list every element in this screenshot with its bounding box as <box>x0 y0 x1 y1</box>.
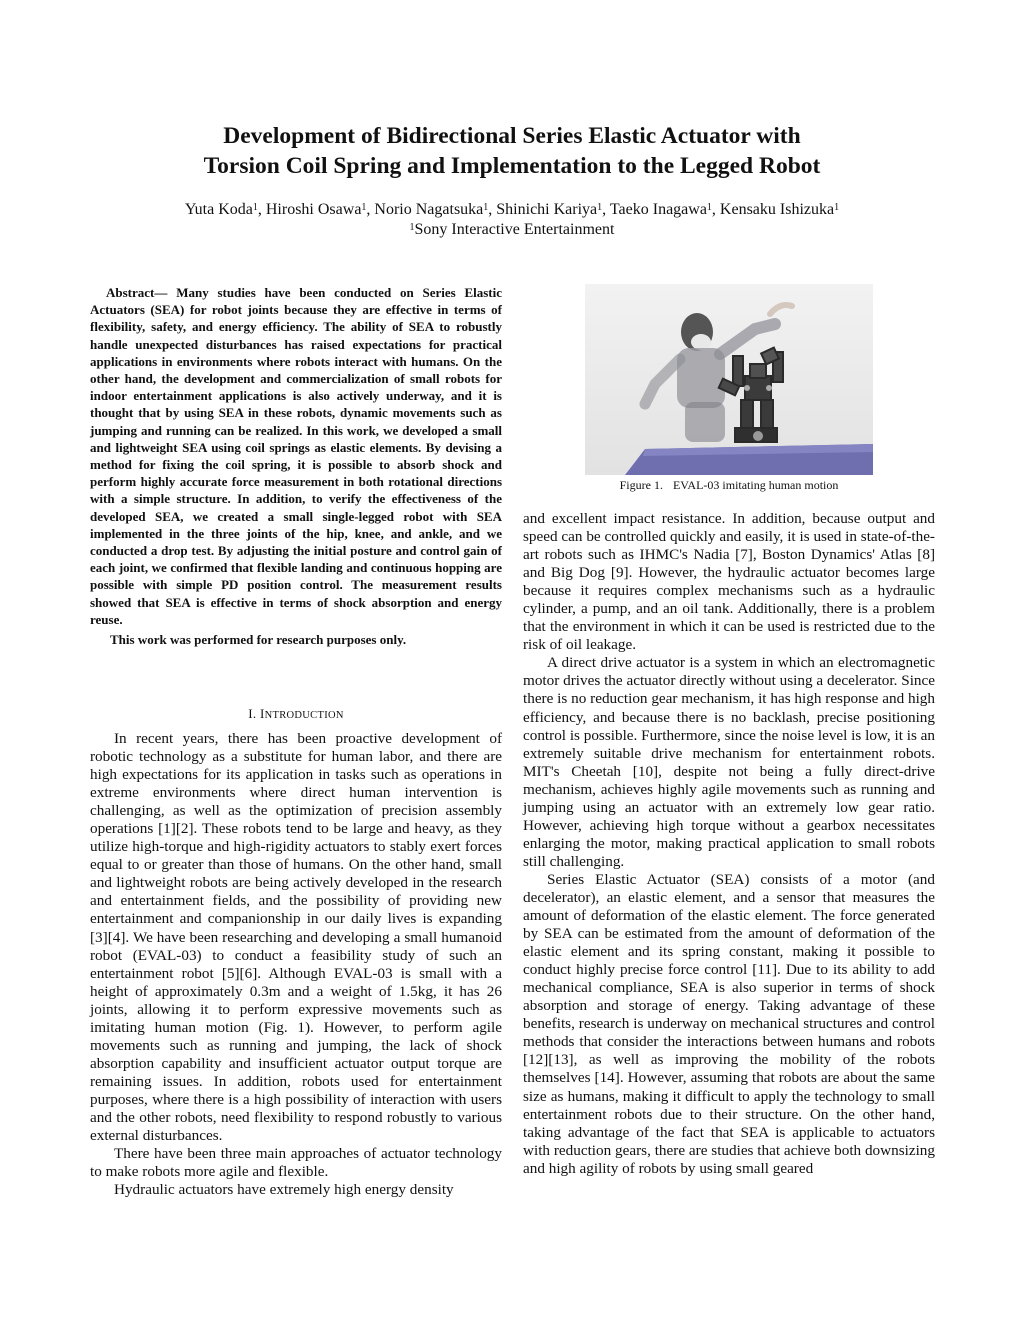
abstract-text: Many studies have been conducted on Series Elastic Actuators (SEA) for robot joints because they are effective in terms of flexibility, safety, and energy efficiency. The ability of SEA to robustly handle unexpected disturbances has raised expectations for practical applications in environments where robots interact with humans. On the other hand, the development and commercialization of small robots for indoor entertainment applications is also actively underway, and it is thought that by using SEA in these robots, dynamic movements such as jumping and running can be realized. In this work, we developed a small and lightweight SEA using coil springs as elastic elements. By devising a method for fixing the coil spring, it is possible to absorb shock and perform highly accurate force measurement in both rotational directions with a simple structure. In addition, to verify the effectiveness of the developed SEA, we created a small single-legged robot with SEA implemented in the three joints of the hip, knee, and ankle, and we conducted a drop test. By adjusting the initial posture and control gain of each joint, we confirmed that flexible landing and continuous hopping are possible with simple PD position control. The measurement results showed that SEA is effective in terms of shock absorption and energy reuse. <box>90 285 503 627</box>
paper-title <box>0 121 1024 181</box>
author-list: Yuta Koda$^1$, Hiroshi Osawa$^1$, Norio Nagatsuka$^1$, Shinichi Kariya$^1$, Taeko Inagawa$^1$, Kensaku Ishizuka$^1$ <box>184 201 840 218</box>
introduction-body <box>90 730 502 1199</box>
author-affiliation-mark: 1 <box>706 202 712 213</box>
author-name: Taeko Inagawa <box>609 201 707 218</box>
paragraph: There have been three main approaches of actuator technology to make robots more agile and flexible. <box>90 1145 502 1181</box>
author-name: Hiroshi Osawa <box>265 201 362 218</box>
author-affiliation-mark: 1 <box>597 202 603 213</box>
author-affiliation-mark: 1 <box>483 202 489 213</box>
robot-photo-illustration <box>585 284 873 475</box>
author-name: Yuta Koda <box>184 201 253 218</box>
paragraph: In recent years, there has been proactive development of robotic technology as a substitute for human labor, and there are high expectations for its application in tasks such as operations in extreme environments where direct human intervention is challenging, as well as the optimization of precision assembly operations [1][2]. These robots tend to be large and heavy, as they utilize high-torque and high-rigidity actuators to stably exert forces equal to or greater than those of humans. On the other hand, small and lightweight robots are being actively developed in the research and entertainment fields, and the possibility of providing new entertainment and companionship in our daily lives is expanding [3][4]. We have been researching and developing a small humanoid robot (EVAL-03) to conduct a feasibility study of such an entertainment robot [5][6]. Although EVAL-03 is small with a height of approximately 0.3m and a weight of 1.5kg, it has 26 joints, allowing it to perform expressive movements such as imitating human motion (Fig. 1). However, to perform agile movements such as running and jumping, the lack of shock absorption capability and insufficient actuator output torque are remaining issues. In addition, robots used for entertainment purposes, where there is a high possibility of interaction with users and the other robots, need flexibility to respond robustly to various external disturbances. <box>90 730 502 1145</box>
paragraph: Series Elastic Actuator (SEA) consists of a motor (and decelerator), an elastic element, and a sensor that measures the amount of deformation of the elastic element. The force generated by SEA can be estimated from the amount of deformation of the elastic element and its spring constant, making it possible to conduct highly precise force control [11]. Due to its ability to add mechanical compliance, SEA is also superior in terms of shock absorption and storage of energy. Taking advantage of these benefits, research is underway on mechanical structures and control methods that consider the interactions between humans and robots [12][13], as well as improving the mobility of the robots themselves [14]. However, assuming that robots are about the same size as humans, making it difficult to apply the technology to small entertainment robots due to their structure. On the other hand, taking advantage of the fact that SEA is applicable to actuators with reduction gears, there are studies that achieve both downsizing and high agility of robots by using small geared <box>523 870 935 1177</box>
abstract-label: Abstract— <box>106 285 168 300</box>
author-name: Norio Nagatsuka <box>374 201 484 218</box>
figure-1-caption <box>523 477 935 493</box>
research-note: This work was performed for research purposes only. <box>110 632 407 648</box>
title-line-1: Development of Bidirectional Series Elastic Actuator with <box>223 123 801 149</box>
section-heading <box>90 705 502 725</box>
title-line-2: Torsion Coil Spring and Implementation to the Legged Robot <box>203 153 821 179</box>
section-title-rest: NTRODUCTION <box>264 710 344 721</box>
paragraph: Hydraulic actuators have extremely high energy density <box>114 1181 454 1199</box>
figure-label: Figure 1. <box>619 478 663 492</box>
section-title-initial: I <box>259 706 265 721</box>
author-name: Kensaku Ishizuka <box>719 201 835 218</box>
author-name: Shinichi Kariya <box>496 201 598 218</box>
section-number: I. <box>248 706 257 721</box>
author-affiliation-mark: 1 <box>361 202 367 213</box>
right-column-body <box>523 510 935 1178</box>
figure-caption-text: EVAL-03 imitating human motion <box>672 478 839 492</box>
affiliation-mark: 1 <box>409 222 415 233</box>
figure-1-photo <box>585 284 873 475</box>
paragraph: A direct drive actuator is a system in which an electromagnetic motor drives the actuator directly without using a decelerator. Since there is no reduction gear mechanism, it has high response and high efficiency, and because there is no backlash, precise positioning control is possible. Furthermore, since the noise level is low, it is an extremely suitable drive mechanism for entertainment robots. MIT's Cheetah [10], despite not being a fully direct-drive mechanism, achieves highly agile movements such as running and jumping using an actuator with an extremely low gear ratio. However, achieving high torque without a gearbox necessitates enlarging the motor, making practical application to small robots still challenging. <box>523 654 935 870</box>
author-affiliation-mark: 1 <box>252 202 258 213</box>
affiliation <box>0 220 1024 240</box>
author-affiliation-mark: 1 <box>834 202 840 213</box>
abstract <box>90 284 502 648</box>
paragraph-continued: and excellent impact resistance. In addition, because output and speed can be controlled quickly and easily, it is used in state-of-the-art robots such as IHMC's Nadia [7], Boston Dynamics' Atlas [8] and Big Dog [9]. However, the hydraulic actuator becomes large because it requires complex mechanisms such as a hydraulic cylinder, a pump, and an oil tank. Additionally, there is a problem that the environment in which it can be used is restricted due to the risk of oil leakage. <box>523 510 935 654</box>
affiliation-name: Sony Interactive Entertainment <box>414 221 615 238</box>
